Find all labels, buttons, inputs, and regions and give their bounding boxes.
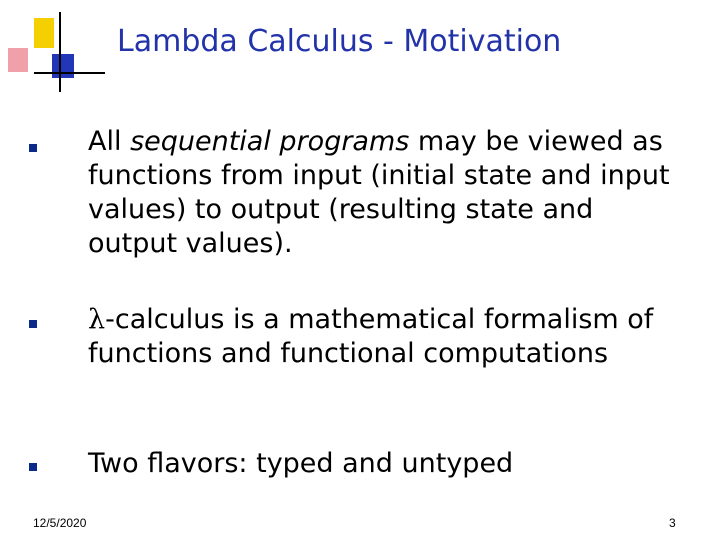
deco-red-square bbox=[8, 48, 28, 72]
bullet-square-icon bbox=[29, 144, 37, 152]
deco-yellow-square bbox=[34, 18, 54, 48]
lambda-symbol: λ bbox=[88, 304, 106, 335]
corner-decoration bbox=[0, 0, 120, 100]
bullet-2-text: -calculus is a mathematical formalism of functions and functional computations bbox=[88, 304, 654, 369]
bullet-item-1 bbox=[88, 125, 688, 261]
bullet-1-italic: sequential programs bbox=[130, 126, 410, 157]
deco-blue-square bbox=[52, 54, 74, 78]
bullet-3-text: Two flavors: typed and untyped bbox=[88, 448, 514, 479]
slide-title: Lambda Calculus - Motivation bbox=[117, 24, 562, 59]
footer-date: 12/5/2020 bbox=[33, 516, 87, 530]
bullet-square-icon bbox=[29, 320, 37, 328]
page-number: 3 bbox=[669, 516, 676, 530]
bullet-item-3 bbox=[88, 447, 688, 481]
bullet-square-icon bbox=[29, 463, 37, 471]
bullet-item-2 bbox=[88, 303, 688, 371]
bullet-1-text-before: All bbox=[88, 126, 131, 157]
bullet-1-text-after: may be viewed as functions from input (initial state and input values) to output (resulting state and output values). bbox=[88, 126, 670, 259]
